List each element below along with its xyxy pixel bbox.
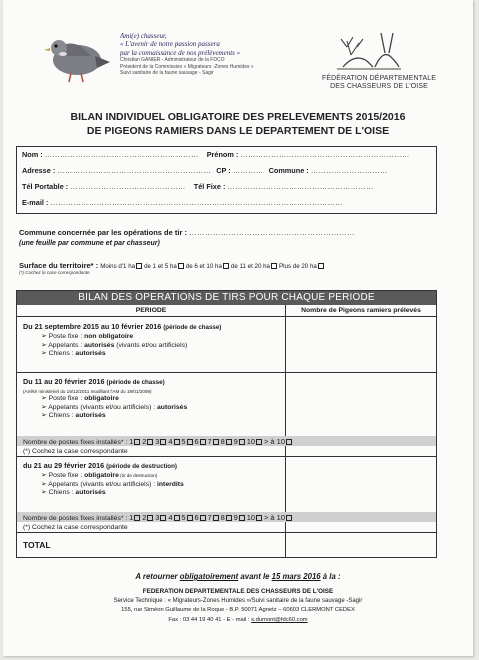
- period-3-postes-label: Nombre de postes fixes installés* :: [23, 515, 128, 522]
- period-3-postes-checkbox-6[interactable]: [200, 515, 206, 521]
- col-periode-header: PERIODE: [17, 305, 285, 317]
- surface-checkbox-5[interactable]: [318, 263, 324, 269]
- adresse-label: Adresse :: [22, 166, 56, 175]
- col-nombre-header: Nombre de Pigeons ramiers prélevés: [286, 305, 436, 317]
- form-sheet: [3, 0, 473, 656]
- period-2-postes-checkbox-8[interactable]: [226, 439, 232, 445]
- period-3-postes-checkbox-4[interactable]: [174, 515, 180, 521]
- surface-option-4: de 11 et 20 ha: [231, 263, 277, 270]
- period-2-postes-checkbox-3[interactable]: [160, 439, 166, 445]
- period-2: [23, 378, 187, 421]
- commune-concernee-label: Commune concernée par les opérations de tir :: [19, 228, 187, 237]
- surface-option-5: Plus de 20 ha: [279, 263, 324, 270]
- pigeon-icon: [41, 26, 111, 86]
- cp-label: CP :: [216, 166, 231, 175]
- period-3-postes-checkbox-3[interactable]: [160, 515, 166, 521]
- federation-name: [309, 75, 449, 91]
- email-field[interactable]: ……………………………………………………………………………………………………: [50, 198, 343, 207]
- period-3-postes-checkbox-8[interactable]: [226, 515, 232, 521]
- surface-checkbox-3[interactable]: [223, 263, 229, 269]
- footer-contact: [3, 617, 473, 623]
- federation-logo-icon: [333, 27, 405, 73]
- period-2-postes: Nombre de postes fixes installés* : 1 2 3 4 5 6 7 8 9 10 > à 10: [23, 437, 292, 446]
- period-2-postes-checkbox-9[interactable]: [239, 439, 245, 445]
- signature-line-1: Christian GANIER - Administrateur de la FDCO: [120, 57, 225, 64]
- footer-service: Service Technique : « Migrateurs-Zones Humides »/Suivi sanitaire de la faune sauvage -Sagir: [113, 598, 363, 604]
- period-3-postes-checkbox-2[interactable]: [147, 515, 153, 521]
- quote-line-2: par la connaissance de nos prélèvements »: [120, 48, 241, 57]
- signature-line-3: Suivi sanitaire de la faune sauvage - Sagir: [120, 70, 214, 77]
- period-2-postes-checkbox-11[interactable]: [286, 439, 292, 445]
- period-3-postes-checkbox-11[interactable]: [286, 515, 292, 521]
- period-3-postes-checkbox-7[interactable]: [213, 515, 219, 521]
- period-1-item-1: ➢ Poste fixe : non obligatoire: [41, 332, 134, 340]
- surface-checkbox-2[interactable]: [178, 263, 184, 269]
- commune-concernee-field[interactable]: ………………………………………………………: [189, 228, 355, 237]
- adresse-field[interactable]: ……………………………………………………: [57, 166, 212, 175]
- period-3-item-1: ➢ Poste fixe : obligatoire (tir de destruction): [41, 471, 158, 479]
- prenom-field[interactable]: …………………………………………………………: [240, 150, 410, 159]
- period-3-postes-note: (*) Cochez la case correspondante: [23, 524, 128, 531]
- tel-portable-label: Tél Portable :: [22, 182, 69, 191]
- return-emphasis: obligatoirement: [179, 572, 239, 581]
- form-title: [3, 110, 473, 138]
- greeting: Ami(e) chasseur,: [120, 32, 167, 40]
- period-3: [23, 462, 184, 498]
- period-2-heading: Du 11 au 20 février 2016: [23, 377, 105, 386]
- federation-name-line-2: DES CHASSEURS DE L'OISE: [330, 83, 428, 90]
- president-message: [120, 32, 300, 77]
- title-line-2: DE PIGEONS RAMIERS DANS LE DEPARTEMENT DE L'OISE: [86, 125, 390, 137]
- surface-label: Surface du territoire* :: [19, 261, 99, 270]
- period-1: [23, 323, 221, 359]
- period-2-postes-checkbox-4[interactable]: [174, 439, 180, 445]
- signature-line-2: Président de la Commission « Migrateurs -Zones Humides »: [120, 63, 254, 70]
- period-2-count-cell[interactable]: [286, 373, 436, 435]
- nom-field[interactable]: ……………………………………………………: [44, 150, 199, 159]
- period-3-postes-checkbox-5[interactable]: [187, 515, 193, 521]
- period-3-postes: Nombre de postes fixes installés* : 1 2 3 4 5 6 7 8 9 10 > à 10: [23, 513, 292, 522]
- federation-name-line-1: FÉDÉRATION DÉPARTEMENTALE: [322, 75, 436, 82]
- commune-concernee: [19, 228, 355, 237]
- tel-fixe-label: Tél Fixe :: [193, 182, 226, 191]
- commune-field[interactable]: …………………………: [310, 166, 388, 175]
- footer-address: 155, rue Siméon Guillaume de la Roque - B.P. 50071 Agnetz – 60603 CLERMONT CEDEX: [121, 607, 355, 613]
- surface-option-1: Moins d'1 ha: [100, 263, 142, 270]
- period-2-item-3: ➢ Chiens : autorisés: [41, 412, 106, 420]
- title-line-1: BILAN INDIVIDUEL OBLIGATOIRE DES PRELEVEMENTS 2015/2016: [70, 111, 406, 123]
- tel-portable-field[interactable]: ………………………………………: [70, 182, 186, 191]
- surface-checkbox-4[interactable]: [271, 263, 277, 269]
- period-1-item-3: ➢ Chiens : autorisés: [41, 350, 106, 358]
- tel-fixe-field[interactable]: …………………………………………………: [227, 182, 374, 191]
- period-1-item-2: ➢ Appelants : autorisés (vivants et/ou artificiels): [41, 341, 188, 349]
- period-2-item-2: ➢ Appelants (vivants et/ou artificiels) : autorisés: [41, 403, 188, 411]
- period-2-postes-checkbox-2[interactable]: [147, 439, 153, 445]
- period-2-item-1: ➢ Poste fixe : obligatoire: [41, 394, 119, 402]
- period-3-postes-checkbox-1[interactable]: [134, 515, 140, 521]
- footer-org: FEDERATION DEPARTEMENTALE DES CHASSEURS DE L'OISE: [142, 588, 334, 595]
- period-1-heading-note: (période de chasse): [163, 324, 222, 331]
- surface-option-2: de 1 et 5 ha: [144, 263, 184, 270]
- total-count-cell[interactable]: [286, 533, 436, 557]
- period-3-postes-checkbox-9[interactable]: [239, 515, 245, 521]
- period-2-postes-checkbox-5[interactable]: [187, 439, 193, 445]
- period-1-count-cell[interactable]: [286, 318, 436, 372]
- quote-line-1: « L'avenir de notre passion passera: [120, 40, 220, 49]
- period-3-heading-note: (période de destruction): [106, 463, 177, 470]
- identity-box: [16, 146, 437, 214]
- total-label: TOTAL: [23, 540, 51, 550]
- footer-email-link[interactable]: s.dumont@fdc60.com: [251, 617, 308, 623]
- period-2-arrete: (Arrêté ministériel du 19/12/2011 modifiant l'AM du 19/01/2009): [23, 388, 152, 394]
- operations-banner: BILAN DES OPERATIONS DE TIRS POUR CHAQUE PERIODE: [17, 291, 436, 305]
- period-2-postes-note: (*) Cochez la case correspondante: [23, 448, 128, 455]
- period-2-postes-checkbox-1[interactable]: [134, 439, 140, 445]
- period-2-postes-checkbox-6[interactable]: [200, 439, 206, 445]
- return-instruction: A retourner obligatoirement avant le 15 mars 2016 à la :: [135, 572, 341, 581]
- period-3-item-2: ➢ Appelants (vivants et/ou artificiels) : interdits: [41, 480, 184, 488]
- surface-note: (*) Cochez la case correspondante: [19, 270, 90, 275]
- surface-row: [19, 261, 324, 275]
- email-label: E-mail :: [22, 198, 49, 207]
- surface-option-3: de 6 et 10 ha: [186, 263, 229, 270]
- period-1-heading: Du 21 septembre 2015 au 10 février 2016: [23, 322, 162, 331]
- commune-label: Commune :: [268, 166, 309, 175]
- period-3-count-cell[interactable]: [286, 457, 436, 511]
- period-3-item-3: ➢ Chiens : autorisés: [41, 489, 106, 497]
- return-date: 15 mars 2016: [271, 572, 321, 581]
- period-2-postes-label: Nombre de postes fixes installés* :: [23, 439, 128, 446]
- period-2-heading-note: (période de chasse): [106, 379, 165, 386]
- cp-field[interactable]: …………: [232, 166, 264, 175]
- prenom-label: Prénom :: [206, 150, 239, 159]
- commune-note: (une feuille par commune et par chasseur): [19, 240, 160, 247]
- period-3-postes-checkbox-10[interactable]: [256, 515, 262, 521]
- period-2-postes-checkbox-10[interactable]: [256, 439, 262, 445]
- nom-label: Nom :: [22, 150, 43, 159]
- period-3-heading: du 21 au 29 février 2016: [23, 461, 105, 470]
- period-2-postes-checkbox-7[interactable]: [213, 439, 219, 445]
- surface-checkbox-1[interactable]: [136, 263, 142, 269]
- footer-fax: Fax : 03 44 19 40 41 - E - mail :: [168, 617, 252, 623]
